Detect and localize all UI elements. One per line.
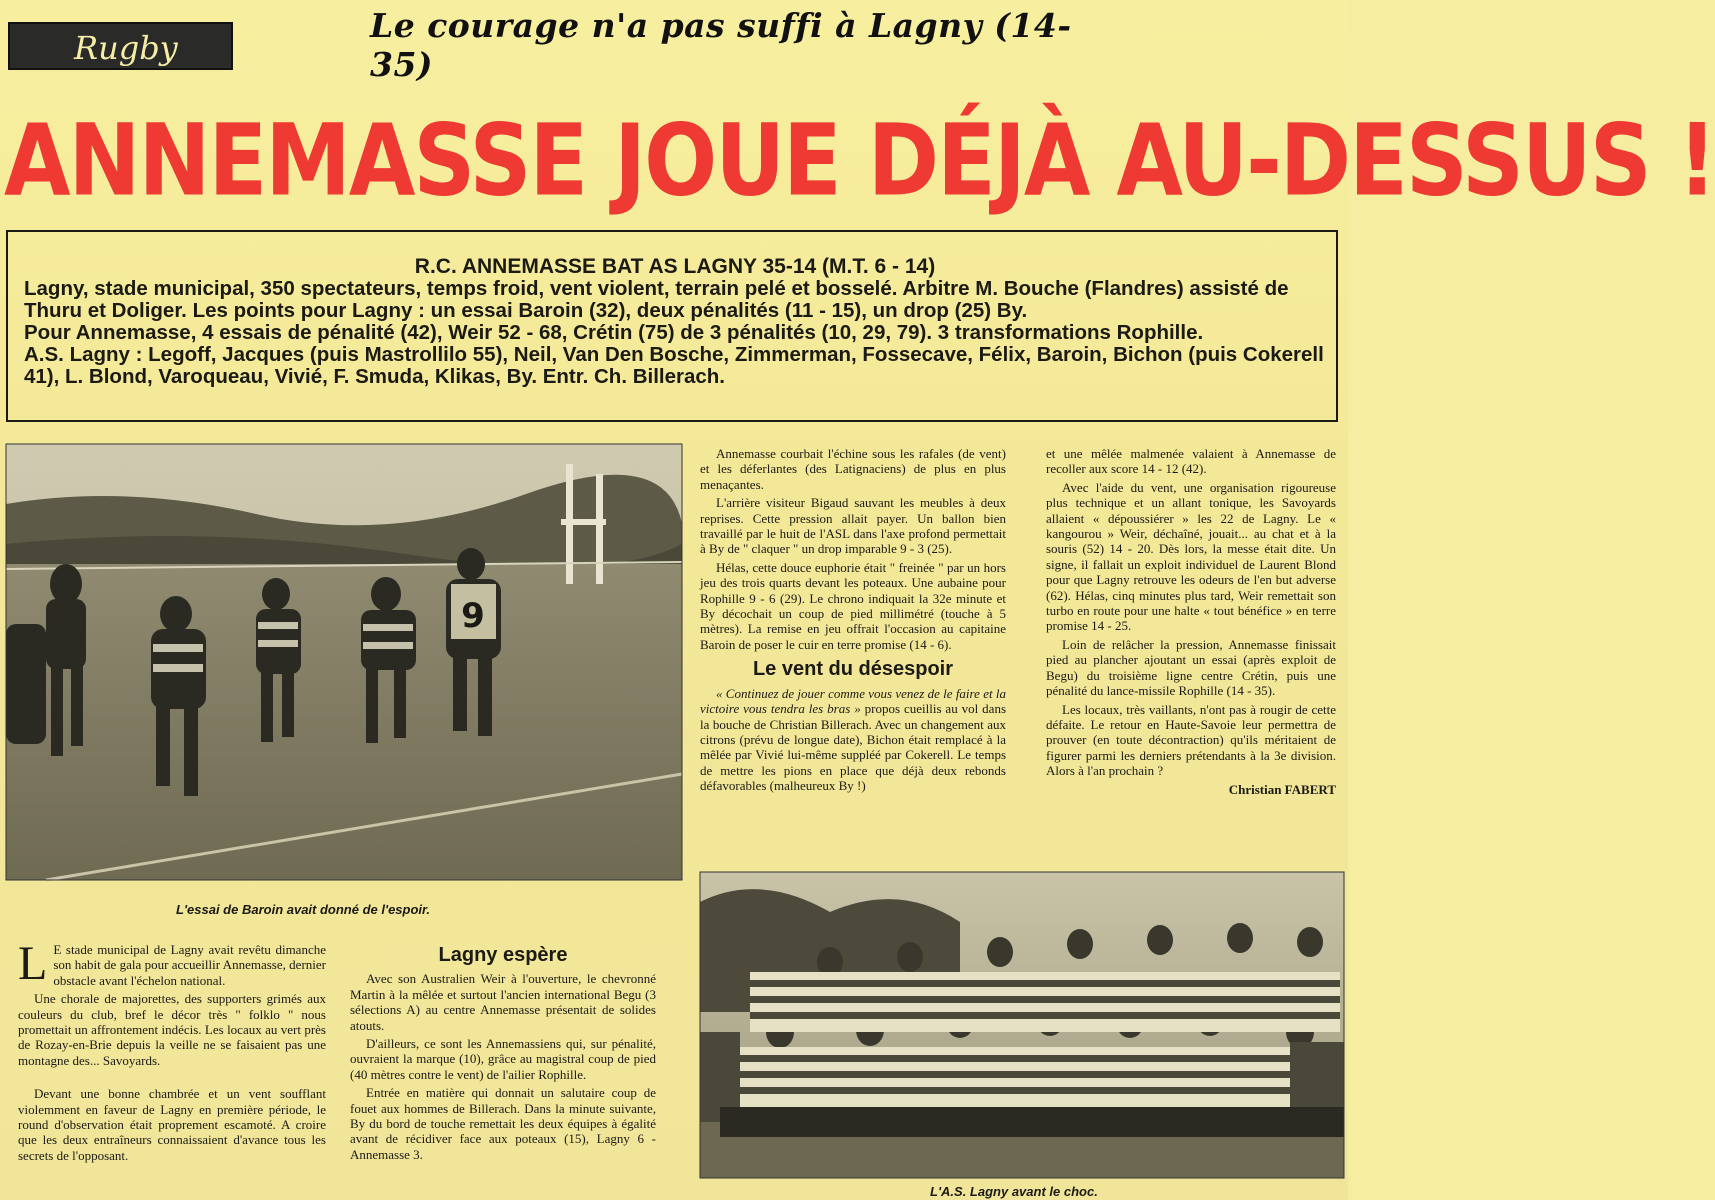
quote: « Continuez de jouer comme vous venez de le faire et la victoire vous tendra les bras »	[700, 685, 1006, 717]
paragraph: Hélas, cette douce euphorie était " freinée " par un hors jeu des trois quarts devant les poteaux. Une aubaine pour Rophille 9 - 6 (29). Le chrono indiquait la 32e minute et By décochait un coup de pied millimétré (touche à 5 mètres). La remise en jeu offrait l'occasion au capitaine Baroin de poser le cuir en terre promise (14 - 6).	[700, 559, 1006, 652]
match-action-photo	[6, 444, 682, 880]
paragraph: Loin de relâcher la pression, Annemasse finissait pied au plancher ajoutant un essai (après exploit de Begu) du troisième ligne centre Crétin, puis une pénalité du lance-missile Rophille (14 - 35).	[1046, 636, 1336, 699]
paragraph: Les locaux, très vaillants, n'ont pas à rougir de cette défaite. Le retour en Haute-Savoie leur permettra de prouver (en toute décontraction) qu'ils méritaient de figurer parmi les derniers prétendants à la 3e division. Alors à l'an prochain ?	[1046, 701, 1336, 779]
subhead-lagny-espere: Lagny espère	[438, 944, 568, 966]
section-label: Rugby	[8, 22, 233, 70]
factbox-line: Pour Annemasse, 4 essais de pénalité (42), Weir 52 - 68, Crétin (75) de 3 pénalités (10, 29, 79). 3 transformations Rophille.	[24, 321, 1204, 344]
main-headline: ANNEMASSE JOUE DÉJÀ AU-DESSUS !	[4, 103, 1715, 219]
factbox-title: R.C. ANNEMASSE BAT AS LAGNY 35-14 (M.T. 6 - 14)	[414, 255, 936, 278]
paragraph: propos cueillis au vol dans la bouche de Christian Billerach. Avec un changement aux citrons (prévu de longue date), Bichon était remplacé à la mêlée par Vivié lui-même suppléé par Cokerell. Le temps de mettre les pions en place que déjà deux rebonds défavorables (malheureux By !)	[700, 701, 1006, 794]
paragraph: Une chorale de majorettes, des supporters grimés aux couleurs du club, bref le décor très " folklo " nous promettait un affrontement indécis. Les locaux au vert près de Rozay-en-Brie depuis la veille ne se faisaient pas une montagne des... Savoyards.	[18, 991, 326, 1068]
article-column-4	[1046, 446, 1336, 797]
drop-cap: L	[18, 937, 48, 990]
team-photo	[700, 872, 1344, 1178]
paragraph: Avec l'aide du vent, une organisation rigoureuse plus technique et un allant tonique, les Savoyards allaient « dépoussiérer » les 22 de Lagny. Le « kangourou » Weir, déchaîné, jouait... au chat et à la souris (52) 14 - 20. Dès lors, la messe était dite. Un signe, il fallait un exploit individuel de Laurent Blond pour que Lagny retrouve les odeurs de l'en but adverse (62). Hélas, cinq minutes plus tard, Weir remettait son turbo en route pour une halte « tout bénéfice » en terre promise 14 - 25.	[1046, 479, 1336, 634]
paragraph: Annemasse courbait l'échine sous les rafales (de vent) et les déferlantes (des Latignaciens) de plus en plus menaçantes.	[700, 446, 1006, 492]
photo2-caption: L'A.S. Lagny avant le choc.	[930, 1184, 1098, 1199]
paragraph: Avec son Australien Weir à l'ouverture, le chevronné Martin à la mêlée et surtout l'ancien international Begu (3 sélections A) au centre Annemasse présentait de solides atouts.	[350, 971, 656, 1033]
photo1-caption: L'essai de Baroin avait donné de l'espoir.	[176, 902, 430, 917]
subhead-vent-desespoir: Le vent du désespoir	[752, 658, 954, 681]
jersey-number: 9	[461, 596, 485, 636]
factbox-line: A.S. Lagny : Legoff, Jacques (puis Mastrollilo 55), Neil, Van Den Bosche, Zimmerman, Fossecave, Félix, Baroin, Bichon (puis Cokerell 41), L. Blond, Varoqueau, Vivié, F. Smuda, Klikas, By. Entr. Ch. Billerach.	[24, 343, 1324, 388]
paragraph: D'ailleurs, ce sont les Annemassiens qui, sur pénalité, ouvraient la marque (10), grâce au magistral coup de pied (40 mètres contre le vent) de l'ailier Rophille.	[350, 1036, 656, 1082]
article-column-3	[700, 446, 1006, 794]
paragraph: L'arrière visiteur Bigaud sauvant les meubles à deux reprises. Cette pression allait payer. Un ballon bien travaillé par le huit de l'ASL dans l'axe profond permettait à By de " claquer " un drop imparable 9 - 3 (25).	[700, 495, 1006, 557]
match-factbox	[6, 230, 1338, 422]
article-column-1	[18, 937, 326, 1163]
kicker-headline: Le courage n'a pas suffi à Lagny (14-35)	[370, 6, 1072, 84]
author-signature: Christian FABERT	[1228, 781, 1336, 797]
paragraph: E stade municipal de Lagny avait revêtu dimanche son habit de gala pour accueillir Annemasse, dernier obstacle avant l'échelon national.	[53, 942, 326, 988]
paragraph: Devant une bonne chambrée et un vent soufflant violemment en faveur de Lagny en première période, le round d'observation était proprement escamoté. A croire que les deux entraîneurs connaissaient d'avance tous les secrets de l'opposant.	[18, 1086, 326, 1163]
factbox-line: Lagny, stade municipal, 350 spectateurs, temps froid, vent violent, terrain pelé et bosselé. Arbitre M. Bouche (Flandres) assisté de Thuru et Doliger. Les points pour Lagny : un essai Baroin (32), deux pénalités (11 - 15), un drop (25) By.	[24, 277, 1289, 322]
paragraph: Entrée en matière qui donnait un salutaire coup de fouet aux hommes de Billerach. Dans la minute suivante, By du bord de touche remettait les deux équipes à égalité avant de récidiver face aux poteaux (15), Lagny 6 - Annemasse 3.	[350, 1085, 656, 1162]
article-column-2	[350, 944, 656, 1162]
paragraph: et une mêlée malmenée valaient à Annemasse de recoller aux score 14 - 12 (42).	[1046, 446, 1336, 477]
